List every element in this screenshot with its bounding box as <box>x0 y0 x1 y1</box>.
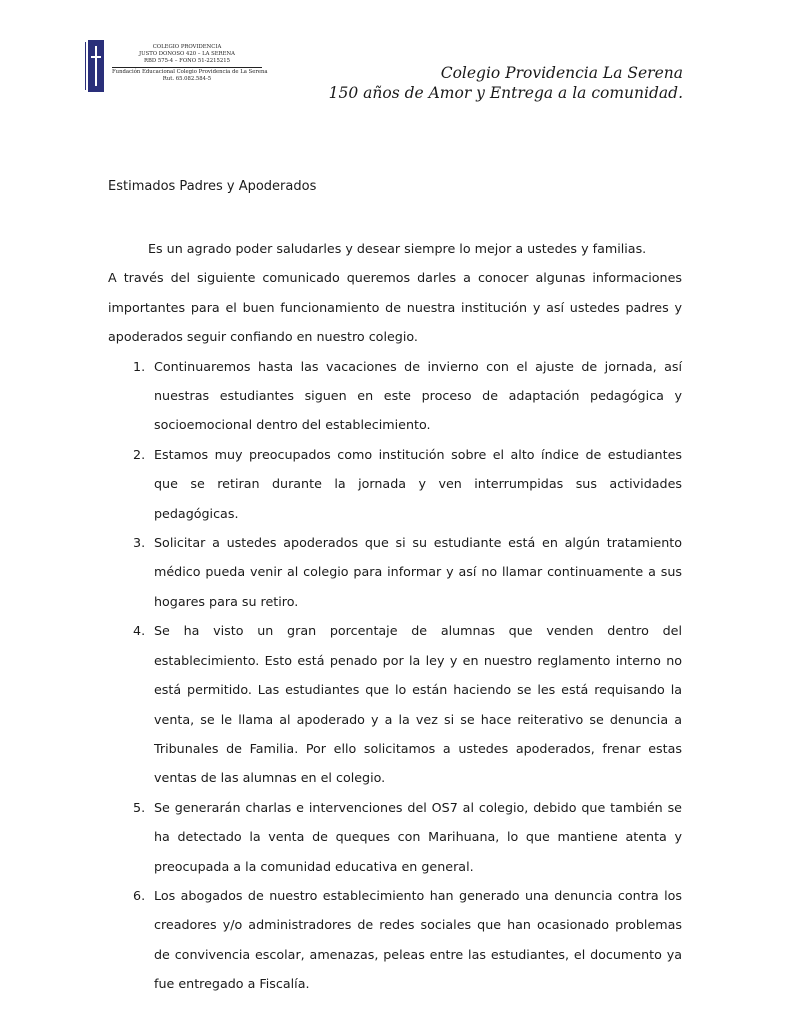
letter-body <box>108 234 682 999</box>
list-item-text: Se ha visto un gran porcentaje de alumnas que venden dentro del establecimiento. Esto está penado por la ley y en nuestro reglamento interno no está permitido. Las estudiantes que lo están haciendo se les está requisando la venta, se le llama al apoderado y a la vez si se hace reiterativo se denuncia a Tribunales de Familia. Por ello solicitamos a ustedes apoderados, frenar estas ventas de las alumnas en el colegio. <box>154 623 682 786</box>
list-item <box>108 793 682 881</box>
motto-line-1: Colegio Providencia La Serena <box>440 64 683 82</box>
school-crest-icon <box>88 40 104 92</box>
school-rut: Rut. 65.082.584-5 <box>162 75 212 82</box>
intro-paragraph-2: A través del siguiente comunicado queremos darles a conocer algunas informaciones importantes para el buen funcionamiento de nuestra institución y así ustedes padres y apoderados seguir confiando en nuestro colegio. <box>108 270 682 345</box>
school-rbd-phone: RBD 575-4 – FONO 51-2215215 <box>144 58 230 65</box>
list-item-text: Solicitar a ustedes apoderados que si su estudiante está en algún tratamiento médico pueda venir al colegio para informar y así no llamar continuamente a sus hogares para su retiro. <box>154 535 682 609</box>
numbered-list <box>108 352 682 999</box>
list-item-number: 6. <box>133 887 146 903</box>
motto <box>329 63 683 103</box>
list-item <box>108 440 682 528</box>
greeting: Estimados Padres y Apoderados <box>108 179 317 194</box>
list-item-text: Los abogados de nuestro establecimiento han generado una denuncia contra los creadores y/o administradores de redes sociales que han ocasionado problemas de convivencia escolar, amenazas, peleas entre las estudiantes, el documento ya fue entregado a Fiscalía. <box>154 887 682 992</box>
letterhead <box>84 40 268 96</box>
school-address: JUSTO DONOSO 420 – LA SERENA <box>139 51 235 58</box>
list-item-text: Estamos muy preocupados como institución sobre el alto índice de estudiantes que se retiran durante la jornada y ven interrumpidas sus actividades pedagógicas. <box>154 446 682 521</box>
list-item <box>108 352 682 440</box>
school-name: COLEGIO PROVIDENCIA <box>152 44 222 50</box>
letterhead-text <box>112 44 268 83</box>
list-item-number: 2. <box>133 446 146 462</box>
list-item <box>108 881 682 999</box>
list-item <box>108 616 682 792</box>
list-item-text: Se generarán charlas e intervenciones del OS7 al colegio, debido que también se ha detectado la venta de queques con Marihuana, lo que mantiene atenta y preocupada a la comunidad educativa en general. <box>154 799 682 874</box>
list-item-number: 3. <box>133 535 146 551</box>
list-item-number: 5. <box>133 799 146 815</box>
letterhead-divider <box>112 67 262 68</box>
intro-paragraph-1: Es un agrado poder saludarles y desear siempre lo mejor a ustedes y familias. <box>148 241 647 256</box>
list-item-text: Continuaremos hasta las vacaciones de invierno con el ajuste de jornada, así nuestras estudiantes siguen en este proceso de adaptación pedagógica y socioemocional dentro del establecimiento. <box>154 358 682 433</box>
foundation-name: Fundación Educacional Colegio Providencia de La Serena <box>112 68 268 75</box>
list-item <box>108 528 682 616</box>
list-item-number: 1. <box>133 358 146 374</box>
motto-line-2: 150 años de Amor y Entrega a la comunidad. <box>328 84 683 102</box>
list-item-number: 4. <box>133 623 146 639</box>
